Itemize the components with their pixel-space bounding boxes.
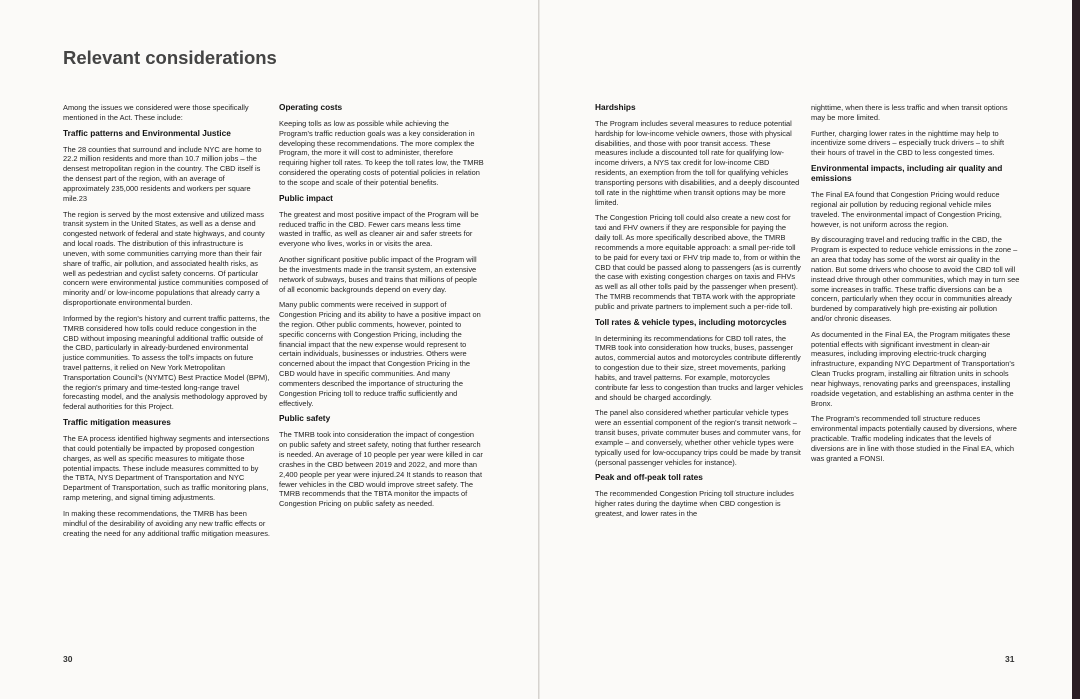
- paragraph: In determining its recommendations for CBD toll rates, the TMRB took into consideration how trucks, buses, passenger autos, commercial autos and motorcycles contribute differently to congestion due to their size, street movements, parking habits, and travel patterns. For example, motorcycles contribute far less to congestion than trucks and larger vehicles and should be charged accordingly.: [595, 333, 803, 402]
- page-title: Relevant considerations: [63, 47, 277, 68]
- section-heading: Toll rates & vehicle types, including motorcycles: [595, 316, 787, 327]
- section-heading: Traffic mitigation measures: [63, 417, 171, 428]
- left-page: [0, 0, 539, 699]
- section-heading: Hardships: [595, 102, 636, 112]
- paragraph: The recommended Congestion Pricing toll structure includes higher rates during the daytime when CBD congestion is greatest, and lower rates in the: [595, 489, 794, 519]
- paragraph: The greatest and most positive impact of the Program will be reduced traffic in the CBD. Fewer cars means less time wasted in traffic, as well as cleaner air and safer streets for everyone who lives, works in or visits the area.: [279, 209, 479, 249]
- paragraph: By discouraging travel and reducing traffic in the CBD, the Program is expected to reduce vehicle emissions in the zone – an area that today has some of the worst air quality in the nation. But some drivers who choose to avoid the CBD toll will instead drive through other communities, which may in turn see some increases in traffic. These traffic diversions can be a concern, particularly when they occur in communities already burdened by comparatively high pre-existing air pollution and/or chronic diseases.: [811, 235, 1020, 323]
- paragraph: Informed by the region's history and current traffic patterns, the TMRB considered how tolls could reduce congestion in the CBD without imposing meaningful additional traffic outside of the CBD, particularly in already-burdened environmental justice communities. To assess the toll's impacts on future travel patterns, it relied on New York Metropolitan Transportation Council's (NYMTC) Best Practice Model (BPM), the region's primary and time-tested long-range travel forecasting model, and the analysis methodology approved by federal authorities for this Project.: [63, 313, 270, 412]
- paragraph: Many public comments were received in support of Congestion Pricing and its ability to have a positive impact on the region. Other public comments, however, pointed to specific concerns with Congestion Pricing, including the financial impact that the new expense would represent to certain individuals, businesses or industries. Others were concerned about the impact that Congestion Pricing in the CBD would have in specific communities. And many commenters described the importance of structuring the Congestion Pricing toll to reduce traffic sufficiently and effectively.: [279, 300, 481, 408]
- paragraph: The Final EA found that Congestion Pricing would reduce regional air pollution by reducing regional vehicle miles traveled. The environmental impact of Congestion Pricing, however, is not uniform across the region.: [811, 190, 1002, 229]
- paragraph: Further, charging lower rates in the nighttime may help to incentivize some drivers – especially truck drivers – to shift their hours of travel in the CBD to less congested times.: [811, 128, 1005, 158]
- right-page: [540, 0, 1080, 699]
- paragraph: The region is served by the most extensive and utilized mass transit system in the United States, as well as a dense and congested network of federal and state highways, and county and local roads. The distribution of this infrastructure is uneven, with some communities carrying more than their fair share of traffic, air pollution, and associated health risks, as well as pedestrian and cyclist safety concerns. Of particular concern were environmental justice communities composed of minority and/ or low-income populations that already carry a disproportionate environmental burden.: [63, 209, 269, 308]
- paragraph: Keeping tolls as low as possible while achieving the Program's traffic reduction goals was a key consideration in developing these recommendations. The more complex the Program, the more it will cost to administer, therefore requiring higher toll rates. To keep the toll rates low, the TMRB considered the operating costs of potential policies in relation to the scope and scale of their potential benefits.: [279, 118, 484, 187]
- paragraph: nighttime, when there is less traffic and when transit options may be more limited.: [811, 103, 1008, 122]
- section-heading: Traffic patterns and Environmental Justice: [63, 127, 231, 138]
- paragraph: The Program's recommended toll structure reduces environmental impacts potentially caused by diversions, where practicable. Traffic modeling indicates that the levels of diversions are in line with those studied in the Final EA, which was granted a FONSI.: [811, 414, 1017, 463]
- paragraph: The 28 counties that surround and include NYC are home to 22.2 million residents and more than 10.7 million jobs – the densest metropolitan region in the country. The CBD itself is the densest part of the region, with an average of approximately 235,000 residents and workers per square mile.23: [63, 144, 262, 203]
- paragraph: Another significant positive public impact of the Program will be the investments made in the transit system, an extensive network of subways, buses and trains that millions of people of all economic backgrounds depend on every day.: [279, 255, 478, 294]
- section-heading: Peak and off-peak toll rates: [595, 472, 703, 483]
- page-number-right: 31: [1005, 654, 1015, 664]
- column-2: [279, 103, 484, 515]
- column-1: [63, 103, 270, 544]
- section-heading: Public safety: [279, 413, 331, 424]
- paragraph: The EA process identified highway segments and intersections that could potentially be impacted by proposed congestion charges, as well as specific measures to mitigate those potential impacts. These include measures committed to by the TBTA, NYS Department of Transportation and NYC Department of Transportation, such as traffic monitoring plans, ramp metering, and signal timing adjustments.: [63, 434, 270, 503]
- column-3: [595, 103, 803, 525]
- page-edge: [1072, 0, 1080, 699]
- paragraph: In making these recommendations, the TMRB has been mindful of the desirability of avoiding any new traffic effects or creating the need for any additional traffic mitigation measures.: [63, 508, 270, 538]
- paragraph: As documented in the Final EA, the Program mitigates these potential effects with significant investment in clean-air measures, including improving electric-truck charging infrastructure, expanding NYC Department of Transportation's Clean Trucks program, installing air filtration units in schools near highways, renovating parks and greenspaces, installing roadside vegetation, and establishing an asthma center in the Bronx.: [811, 329, 1015, 408]
- paragraph: Among the issues we considered were those specifically mentioned in the Act. These include:: [63, 103, 249, 122]
- paragraph: The TMRB took into consideration the impact of congestion on public safety and street safety, noting that further research is needed. An average of 10 people per year were killed in car crashes in the CBD between 2019 and 2022, and more than 2,400 people per year were injured.24 It stands to reason that fewer vehicles in the CBD would improve street safety. The TMRB recommends that the TBTA monitor the impacts of Congestion Pricing on public safety as needed.: [279, 430, 483, 509]
- paragraph: The panel also considered whether particular vehicle types were an essential component of the region's transit network – transit buses, private commuter buses and commuter vans, for example – and conversely, whether other vehicle types were typically used for low-occupancy trips could be made by transit (personal passenger vehicles for instance).: [595, 408, 801, 467]
- column-4: [811, 103, 1020, 470]
- paragraph: The Congestion Pricing toll could also create a new cost for taxi and FHV owners if they are responsible for paying the daily toll. As more specifically described above, the TMRB recommends a more equitable approach: a small per-ride toll to be paid for every taxi or FHV trip made to, from or within the CBD that could be passed along to passengers (as is currently the case with existing congestion charges on taxis and FHVs as well as all other tolls paid by the passenger when present). The TMRB recommends that TBTA work with the appropriate public and private partners to implement such a per-ride toll.: [595, 213, 801, 311]
- page-number-left: 30: [63, 654, 73, 664]
- paragraph: The Program includes several measures to reduce potential hardship for low-income vehicle owners, those with physical disabilities, and those with poor transit access. These measures include a discounted toll rate for qualifying low-income drivers, a NYS tax credit for low-income CBD residents, an exemption from the toll for qualifying vehicles transporting persons with disabilities, and a deeply discounted toll rate in the nighttime when transit options may be more limited.: [595, 118, 800, 207]
- section-heading: Environmental impacts, including air quality and emissions: [811, 163, 1003, 184]
- section-heading: Public impact: [279, 192, 333, 203]
- section-heading: Operating costs: [279, 102, 343, 112]
